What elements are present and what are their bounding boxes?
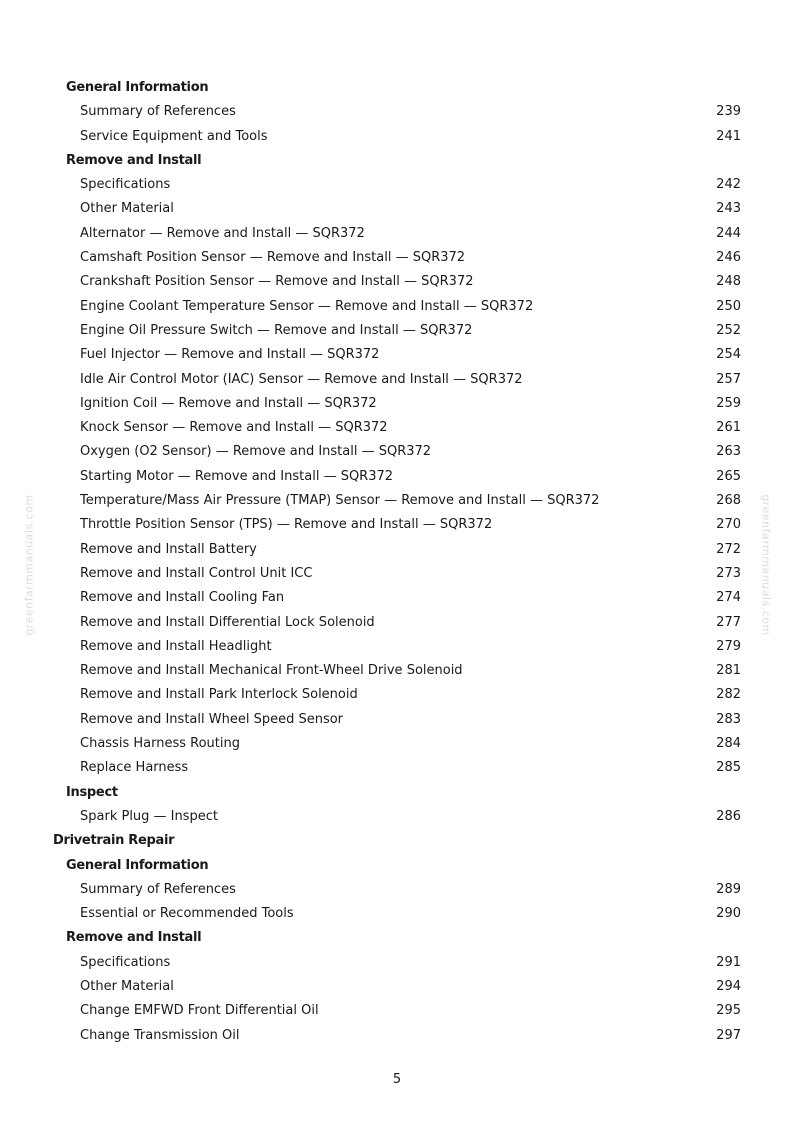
toc-entry[interactable] (0, 173, 794, 197)
toc-entry-title: Knock Sensor — Remove and Install — SQR372 (80, 420, 388, 436)
toc-entry-title: Throttle Position Sensor (TPS) — Remove and Install — SQR372 (80, 517, 493, 533)
toc-entry-page: 254 (716, 347, 741, 363)
toc-entry-title: Remove and Install Headlight (80, 638, 272, 654)
toc-entry-title: Other Material (80, 201, 174, 217)
toc-entry[interactable] (0, 1024, 794, 1048)
toc-entry-page: 242 (716, 177, 741, 193)
toc-entry-page: 250 (716, 298, 741, 314)
toc-entry-page: 239 (716, 104, 741, 120)
toc-section-heading (0, 781, 794, 805)
toc-entry[interactable] (0, 756, 794, 780)
toc-entry-page: 252 (716, 322, 741, 338)
toc-entry-title: Remove and Install Mechanical Front-Wheel Drive Solenoid (80, 663, 463, 679)
toc-entry-title: Chassis Harness Routing (80, 736, 240, 752)
toc-entry[interactable] (0, 878, 794, 902)
toc-entry[interactable] (0, 465, 794, 489)
toc-entry-page: 282 (716, 687, 741, 703)
watermark-left: greenfarmmanuals.com (22, 494, 36, 636)
toc-entry-page: 261 (716, 420, 741, 436)
toc-entry[interactable] (0, 368, 794, 392)
toc-entry-page: 283 (716, 711, 741, 727)
toc-entry[interactable] (0, 999, 794, 1023)
toc-entry-page: 291 (716, 954, 741, 970)
toc-entry[interactable] (0, 489, 794, 513)
toc-entry-title: Drivetrain Repair (53, 833, 175, 849)
toc-entry-title: Change Transmission Oil (80, 1027, 240, 1043)
toc-entry-page: 294 (716, 978, 741, 994)
toc-entry-title: Inspect (66, 784, 118, 800)
toc-entry-page: 274 (716, 590, 741, 606)
toc-entry[interactable] (0, 343, 794, 367)
toc-entry-title: Remove and Install Battery (80, 541, 257, 557)
toc-entry-page: 284 (716, 736, 741, 752)
toc-entry[interactable] (0, 440, 794, 464)
toc-entry-page: 244 (716, 225, 741, 241)
toc-entry[interactable] (0, 197, 794, 221)
toc-entry[interactable] (0, 513, 794, 537)
toc-entry-title: Crankshaft Position Sensor — Remove and Install — SQR372 (80, 274, 474, 290)
toc-section-heading (0, 854, 794, 878)
toc-entry[interactable] (0, 683, 794, 707)
toc-entry-page: 246 (716, 250, 741, 266)
toc-entry-title: Service Equipment and Tools (80, 128, 268, 144)
toc-entry[interactable] (0, 392, 794, 416)
toc-entry-title: General Information (66, 80, 209, 95)
toc-entry[interactable] (0, 295, 794, 319)
toc-entry-title: Remove and Install Differential Lock Solenoid (80, 614, 375, 630)
page-number: 5 (392, 1072, 402, 1087)
toc-entry-page: 241 (716, 128, 741, 144)
toc-entry-page: 248 (716, 274, 741, 290)
toc-entry-page: 281 (716, 663, 741, 679)
toc-entry-page: 285 (716, 760, 741, 776)
toc-entry-title: Idle Air Control Motor (IAC) Sensor — Remove and Install — SQR372 (80, 371, 523, 387)
toc-entry[interactable] (0, 659, 794, 683)
toc-entry-page: 279 (716, 638, 741, 654)
toc-entry-page: 297 (716, 1027, 741, 1043)
toc-entry-title: Starting Motor — Remove and Install — SQR372 (80, 468, 394, 484)
toc-entry[interactable] (0, 586, 794, 610)
toc-entry-page: 259 (716, 395, 741, 411)
toc-entry-page: 277 (716, 614, 741, 630)
toc-entry-title: Change EMFWD Front Differential Oil (80, 1003, 319, 1019)
toc-entry-page: 265 (716, 468, 741, 484)
toc-entry[interactable] (0, 100, 794, 124)
toc-entry-page: 257 (716, 371, 741, 387)
toc-entry[interactable] (0, 562, 794, 586)
toc-entry-page: 270 (716, 517, 741, 533)
toc-entry[interactable] (0, 732, 794, 756)
toc-entry[interactable] (0, 975, 794, 999)
toc-entry-page: 289 (716, 881, 741, 897)
toc-entry-title: General Information (66, 857, 209, 873)
toc-entry[interactable] (0, 246, 794, 270)
toc-entry-page: 290 (716, 906, 741, 922)
toc-entry-title: Remove and Install Park Interlock Solenoid (80, 687, 358, 703)
toc-entry-title: Summary of References (80, 881, 236, 897)
toc-entry-page: 273 (716, 565, 741, 581)
toc-entry-title: Spark Plug — Inspect (80, 808, 219, 824)
toc-entry[interactable] (0, 319, 794, 343)
toc-entry[interactable] (0, 805, 794, 829)
toc-entry-title: Other Material (80, 978, 174, 994)
toc-entry-title: Engine Oil Pressure Switch — Remove and Install — SQR372 (80, 322, 473, 338)
toc-entry-title: Remove and Install (66, 930, 202, 946)
toc-entry-title: Temperature/Mass Air Pressure (TMAP) Sensor — Remove and Install — SQR372 (80, 493, 600, 509)
toc-section-heading (0, 829, 794, 853)
toc-entry-title: Fuel Injector — Remove and Install — SQR372 (80, 347, 380, 363)
toc-section-heading (0, 76, 794, 100)
toc-entry[interactable] (0, 538, 794, 562)
watermark-right: greenfarmmanuals.com (759, 494, 773, 636)
toc-entry-title: Specifications (80, 177, 171, 193)
toc-entry[interactable] (0, 951, 794, 975)
toc-entry-title: Engine Coolant Temperature Sensor — Remove and Install — SQR372 (80, 298, 534, 314)
toc-entry-title: Remove and Install Cooling Fan (80, 590, 285, 606)
toc-entry-title: Alternator — Remove and Install — SQR372 (80, 225, 365, 241)
toc-entry-title: Remove and Install Control Unit ICC (80, 565, 313, 581)
toc-entry-title: Remove and Install Wheel Speed Sensor (80, 711, 344, 727)
toc-entry[interactable] (0, 222, 794, 246)
toc-entry-title: Oxygen (O2 Sensor) — Remove and Install — SQR372 (80, 444, 432, 460)
toc-entry-page: 263 (716, 444, 741, 460)
toc-entry[interactable] (0, 416, 794, 440)
toc-entry[interactable] (0, 611, 794, 635)
toc-entry[interactable] (0, 125, 794, 149)
toc-entry-title: Ignition Coil — Remove and Install — SQR372 (80, 395, 377, 411)
toc-section-heading (0, 926, 794, 950)
toc-entry-page: 272 (716, 541, 741, 557)
toc-entry-title: Camshaft Position Sensor — Remove and Install — SQR372 (80, 250, 466, 266)
toc-entry[interactable] (0, 270, 794, 294)
toc-entry-page: 286 (716, 808, 741, 824)
toc-section-heading (0, 149, 794, 173)
toc-entry-title: Replace Harness (80, 760, 189, 776)
toc-entry-title: Summary of References (80, 104, 236, 120)
toc-entry-page: 295 (716, 1003, 741, 1019)
toc-entry-page: 268 (716, 493, 741, 509)
toc-entry[interactable] (0, 708, 794, 732)
toc-entry-title: Specifications (80, 954, 171, 970)
table-of-contents (0, 76, 794, 1048)
toc-entry-page: 243 (716, 201, 741, 217)
toc-entry[interactable] (0, 902, 794, 926)
toc-entry-title: Remove and Install (66, 152, 202, 168)
toc-entry-title: Essential or Recommended Tools (80, 906, 294, 922)
toc-entry[interactable] (0, 635, 794, 659)
